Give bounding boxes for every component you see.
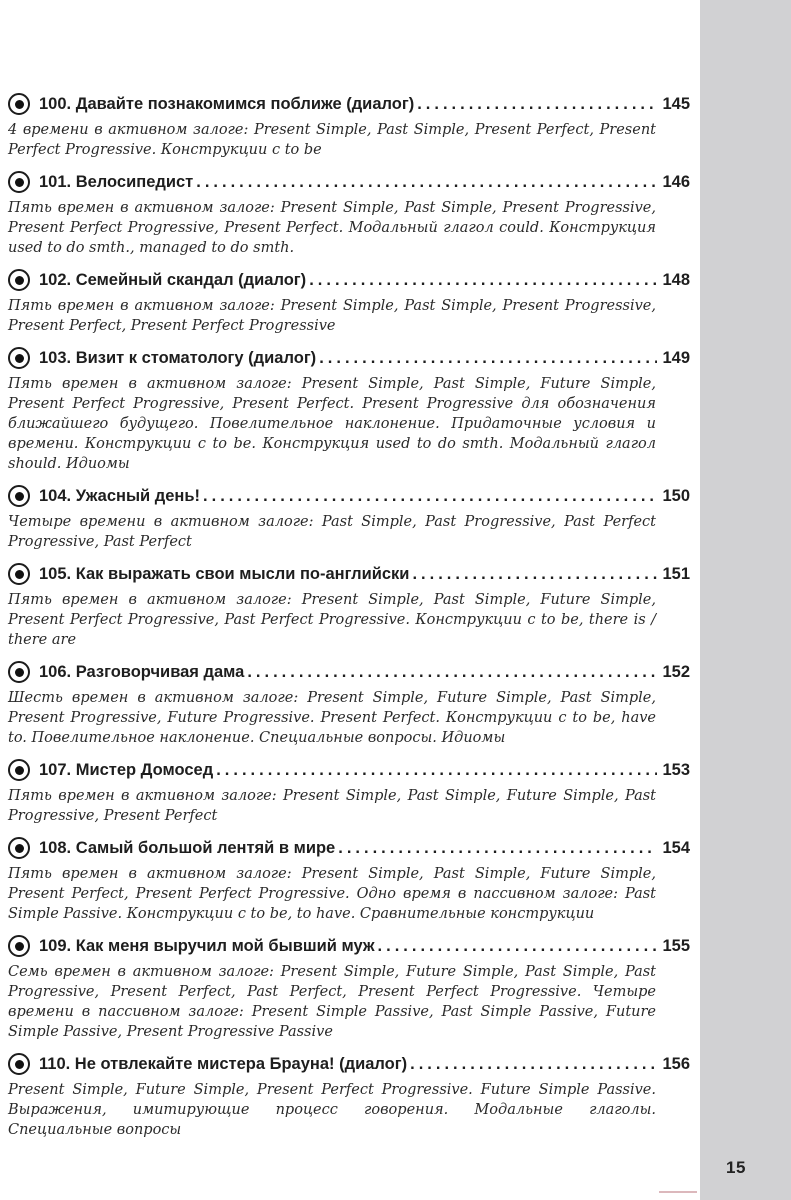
toc-entry xyxy=(8,934,690,1042)
toc-entry-title: 102. Семейный скандал (диалог) xyxy=(39,270,307,289)
bullet-dot xyxy=(15,668,24,677)
toc-entry-title: 110. Не отвлекайте мистера Брауна! (диалог) xyxy=(39,1054,408,1073)
toc-entry-title: 107. Мистер Домосед xyxy=(39,760,214,779)
toc-entry-row xyxy=(8,268,690,292)
toc-entry-description: Семь времен в активном залоге: Present Simple, Future Simple, Past Simple, Past Progressive, Present Perfect, Past Perfect, Present Perfect Progressive. Четыре времени в пассивном залоге: Present Simple Passive, Past Simple Passive, Future Simple Passive, Present Progressive Passive xyxy=(8,964,656,1040)
toc-entry-description: Пять времен в активном залоге: Present Simple, Past Simple, Future Simple, Present Perfect Progressive, Present Perfect. Present Progressive для обозначения ближайшего будущего. Повелительное наклонение. Придаточные условия и времени. Конструкции с to be. Конструкция used to do smth. Модальный глагол should. Идиомы xyxy=(8,376,656,472)
toc-entry-page-number: 155 xyxy=(662,936,690,955)
dot-leader xyxy=(410,1055,657,1074)
toc-entry-page-number: 151 xyxy=(662,564,690,583)
page-number: 15 xyxy=(726,1158,746,1177)
toc-entry xyxy=(8,346,690,474)
dot-leader xyxy=(203,487,657,506)
page-edge-sidebar xyxy=(700,0,791,1200)
toc-entry-row xyxy=(8,934,690,958)
dot-leader xyxy=(412,565,657,584)
toc-entry-description: Четыре времени в активном залоге: Past Simple, Past Progressive, Past Perfect Progressive, Past Perfect xyxy=(8,514,656,550)
toc-entry-page-number: 148 xyxy=(662,270,690,289)
toc-entry-row xyxy=(8,758,690,782)
bullet-dot xyxy=(15,766,24,775)
toc-entry xyxy=(8,268,690,336)
bullet-dot xyxy=(15,492,24,501)
toc-entry-description: Шесть времен в активном залоге: Present Simple, Future Simple, Past Simple, Present Progressive, Future Progressive. Present Perfect. Конструкции с to be, have to. Повелительное наклонение. Специальные вопросы. Идиомы xyxy=(8,690,656,746)
radio-bullet-icon xyxy=(8,661,30,683)
radio-bullet-icon xyxy=(8,347,30,369)
bullet-dot xyxy=(15,276,24,285)
dot-leader xyxy=(338,839,657,858)
toc-entry-description: Пять времен в активном залоге: Present Simple, Past Simple, Future Simple, Past Progressive, Present Perfect xyxy=(8,788,656,824)
toc-entry-row xyxy=(8,836,690,860)
toc-entry-page-number: 150 xyxy=(662,486,690,505)
toc-entry-description: Пять времен в активном залоге: Present Simple, Past Simple, Present Progressive, Present Perfect, Present Perfect Progressive xyxy=(8,298,656,334)
dot-leader xyxy=(378,937,658,956)
toc-entry xyxy=(8,1052,690,1140)
toc-entry-description: Пять времен в активном залоге: Present Simple, Past Simple, Future Simple, Present Perfect Progressive, Past Perfect Progressive. Конструкции с to be, there is / there are xyxy=(8,592,656,648)
toc-entry-title: 104. Ужасный день! xyxy=(39,486,201,505)
dot-leader xyxy=(319,349,657,368)
dot-leader xyxy=(309,271,657,290)
dot-leader xyxy=(216,761,657,780)
toc-entry-page-number: 153 xyxy=(662,760,690,779)
toc-entry-title: 108. Самый большой лентяй в мире xyxy=(39,838,336,857)
toc-entry-page-number: 152 xyxy=(662,662,690,681)
toc-entry-title: 109. Как меня выручил мой бывший муж xyxy=(39,936,375,955)
toc-entry-page-number: 145 xyxy=(662,94,690,113)
toc-entry-description: 4 времени в активном залоге: Present Simple, Past Simple, Present Perfect, Present Perfect Progressive. Конструкции с to be xyxy=(8,122,656,158)
red-mark xyxy=(659,1191,697,1193)
toc-entry-row xyxy=(8,660,690,684)
toc-entry xyxy=(8,758,690,826)
toc-entry-title: 103. Визит к стоматологу (диалог) xyxy=(39,348,317,367)
toc-entry-page-number: 156 xyxy=(662,1054,690,1073)
radio-bullet-icon xyxy=(8,485,30,507)
bullet-dot xyxy=(15,1060,24,1069)
bullet-dot xyxy=(15,570,24,579)
radio-bullet-icon xyxy=(8,935,30,957)
toc-entry xyxy=(8,92,690,160)
toc-entry-title: 100. Давайте познакомимся поближе (диалог) xyxy=(39,94,415,113)
bullet-dot xyxy=(15,844,24,853)
toc-entry-title: 106. Разговорчивая дама xyxy=(39,662,245,681)
toc-entry-description: Present Simple, Future Simple, Present Perfect Progressive. Future Simple Passive. Выражения, имитирующие процесс говорения. Модальные глаголы. Специальные вопросы xyxy=(8,1082,656,1138)
toc-entry-row xyxy=(8,170,690,194)
toc-entry-page-number: 146 xyxy=(662,172,690,191)
toc-entry-title: 105. Как выражать свои мысли по-английски xyxy=(39,564,410,583)
radio-bullet-icon xyxy=(8,1053,30,1075)
toc-entry-title: 101. Велосипедист xyxy=(39,172,194,191)
dot-leader xyxy=(247,663,657,682)
dot-leader xyxy=(417,95,657,114)
toc-entry-row xyxy=(8,484,690,508)
toc-entry xyxy=(8,660,690,748)
bullet-dot xyxy=(15,354,24,363)
toc-entry-row xyxy=(8,562,690,586)
toc-entry xyxy=(8,562,690,650)
radio-bullet-icon xyxy=(8,93,30,115)
toc-entry-row xyxy=(8,346,690,370)
toc-entry-description: Пять времен в активном залоге: Present Simple, Past Simple, Future Simple, Present Perfect, Present Perfect Progressive. Одно время в пассивном залоге: Past Simple Passive. Конструкции с to be, to have. Сравнительные конструкции xyxy=(8,866,656,922)
radio-bullet-icon xyxy=(8,171,30,193)
toc-entry-page-number: 149 xyxy=(662,348,690,367)
dot-leader xyxy=(196,173,657,192)
bullet-dot xyxy=(15,942,24,951)
toc-entry-description: Пять времен в активном залоге: Present Simple, Past Simple, Present Progressive, Present Perfect Progressive, Present Perfect. Модальный глагол could. Конструкция used to do smth., managed to do smth. xyxy=(8,200,656,256)
toc-entry-row xyxy=(8,1052,690,1076)
toc-list xyxy=(8,92,690,1150)
bullet-dot xyxy=(15,178,24,187)
radio-bullet-icon xyxy=(8,759,30,781)
bullet-dot xyxy=(15,100,24,109)
toc-entry xyxy=(8,836,690,924)
radio-bullet-icon xyxy=(8,563,30,585)
toc-entry xyxy=(8,484,690,552)
toc-entry xyxy=(8,170,690,258)
toc-entry-row xyxy=(8,92,690,116)
radio-bullet-icon xyxy=(8,269,30,291)
radio-bullet-icon xyxy=(8,837,30,859)
toc-entry-page-number: 154 xyxy=(662,838,690,857)
